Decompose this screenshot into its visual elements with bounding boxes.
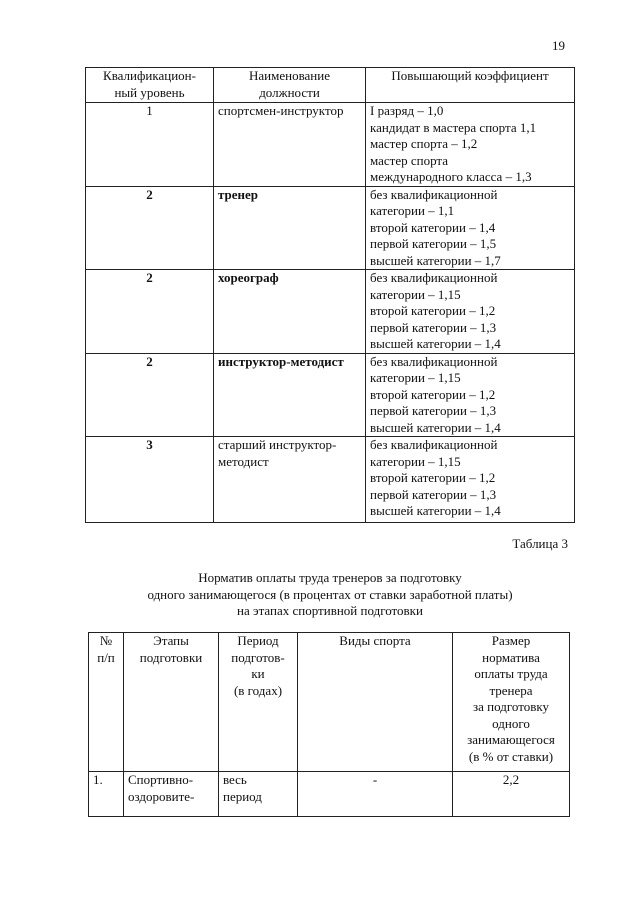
level-cell: 2 [86, 186, 214, 270]
position-cell: спортсмен-инструктор [214, 103, 366, 187]
stage-cell: Спортивно- оздоровите- [124, 772, 219, 817]
coach-payment-norm-table [88, 632, 570, 817]
page-number: 19 [552, 38, 565, 53]
position-cell: хореограф [214, 270, 366, 354]
coefficient-cell: без квалификационной категории – 1,1 второй категории – 1,4 первой категории – 1,5 высшей категории – 1,7 [366, 186, 575, 270]
table-row [86, 270, 575, 354]
coefficient-cell: без квалификационной категории – 1,15 второй категории – 1,2 первой категории – 1,3 высшей категории – 1,4 [366, 437, 575, 523]
table-title: Норматив оплаты труда тренеров за подготовку одного занимающегося (в процентах от ставки заработной платы) на этапах спортивной подготовки [147, 570, 513, 618]
norm-size-cell: 2,2 [453, 772, 570, 817]
sport-cell: - [298, 772, 453, 817]
coefficient-cell: без квалификационной категории – 1,15 второй категории – 1,2 первой категории – 1,3 высшей категории – 1,4 [366, 270, 575, 354]
qualification-coefficient-table [85, 67, 575, 523]
header-coefficient: Повышающий коэффициент [366, 68, 575, 103]
table-caption: Таблица 3 [512, 536, 568, 551]
header-number: № п/п [89, 633, 124, 772]
position-cell: тренер [214, 186, 366, 270]
level-cell: 2 [86, 270, 214, 354]
header-norm-size: Размер норматива оплаты труда тренера за подготовку одного занимающегося (в % от ставки) [453, 633, 570, 772]
position-cell: инструктор-методист [214, 353, 366, 437]
period-cell: весь период [219, 772, 298, 817]
header-position: Наименование должности [214, 68, 366, 103]
table-row [86, 437, 575, 523]
header-stage: Этапы подготовки [124, 633, 219, 772]
table-row [86, 353, 575, 437]
table-header-row [86, 68, 575, 103]
coefficient-cell: без квалификационной категории – 1,15 второй категории – 1,2 первой категории – 1,3 высшей категории – 1,4 [366, 353, 575, 437]
coefficient-cell: I разряд – 1,0 кандидат в мастера спорта 1,1 мастер спорта – 1,2 мастер спорта международного класса – 1,3 [366, 103, 575, 187]
header-level: Квалификацион- ный уровень [86, 68, 214, 103]
level-cell: 2 [86, 353, 214, 437]
header-sport: Виды спорта [298, 633, 453, 772]
header-period: Период подготов- ки (в годах) [219, 633, 298, 772]
table-row [86, 186, 575, 270]
number-cell: 1. [89, 772, 124, 817]
table-row [89, 772, 570, 817]
position-cell: старший инструктор- методист [214, 437, 366, 523]
table-row [86, 103, 575, 187]
table-header-row [89, 633, 570, 772]
level-cell: 3 [86, 437, 214, 523]
level-cell: 1 [86, 103, 214, 187]
